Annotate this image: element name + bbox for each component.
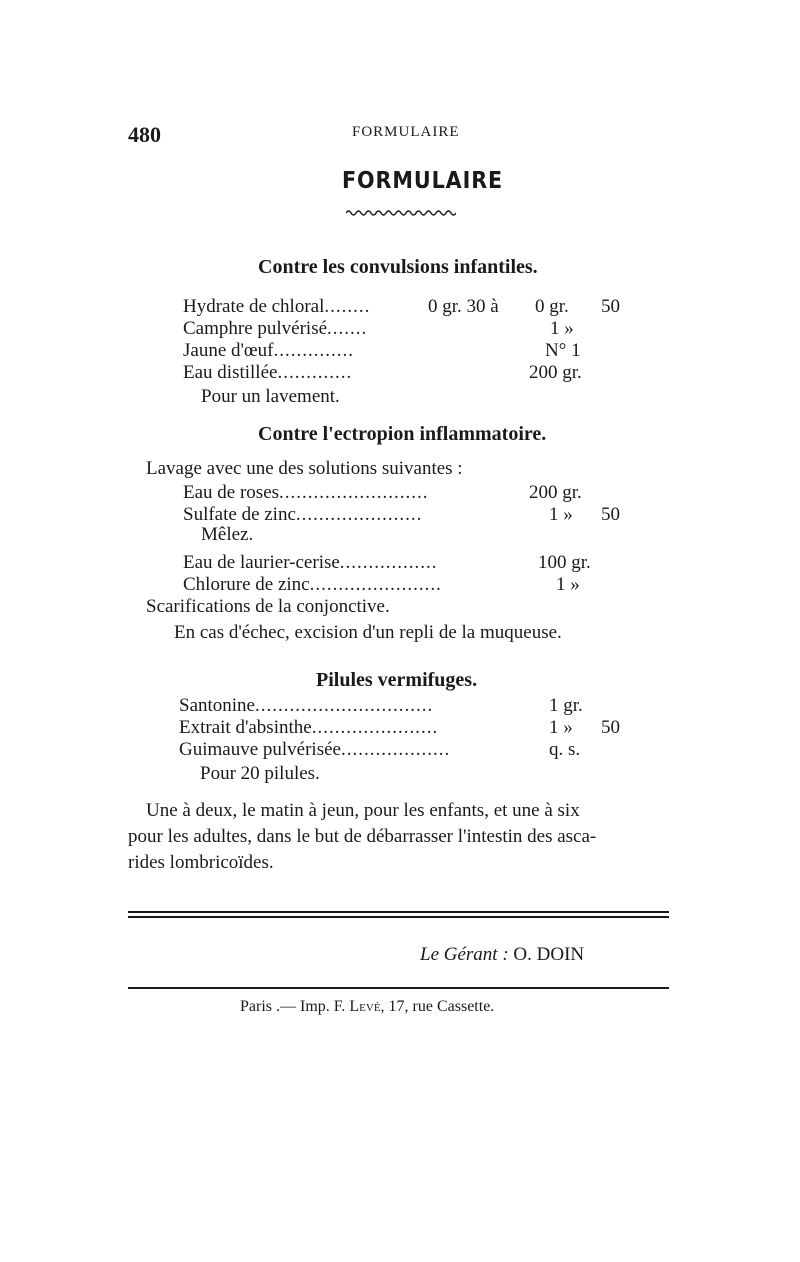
ingredient-quantity-extra: 50 <box>601 296 620 317</box>
ingredient-quantity: N° 1 <box>545 340 581 361</box>
ingredient-label: Eau de roses.......................... <box>183 482 429 503</box>
footer-rule <box>128 987 669 989</box>
section-title-pilules: Pilules vermifuges. <box>316 669 478 691</box>
ingredient-quantity: q. s. <box>549 739 581 760</box>
ingredient-quantity-extra: 50 <box>601 717 620 738</box>
ingredient-label: Hydrate de chloral........ <box>183 296 371 317</box>
section-title-ectropion: Contre l'ectropion inflammatoire. <box>258 423 547 445</box>
paragraph-line: pour les adultes, dans le but de débarrasser l'intestin des asca- <box>128 826 597 847</box>
ingredient-quantity-extra: 50 <box>601 504 620 525</box>
ingredient-label: Extrait d'absinthe...................... <box>179 717 439 738</box>
ingredient-range: 0 gr. 30 à <box>428 296 499 317</box>
ingredient-label: Guimauve pulvérisée................... <box>179 739 451 760</box>
ingredient-label: Sulfate de zinc...................... <box>183 504 423 525</box>
ingredient-label: Eau distillée............. <box>183 362 353 383</box>
ingredient-label: Jaune d'œuf.............. <box>183 340 354 361</box>
ingredient-label: Chlorure de zinc....................... <box>183 574 442 595</box>
paragraph-line: rides lombricoïdes. <box>128 852 274 873</box>
divider-rule <box>128 911 669 913</box>
paragraph-line: En cas d'échec, excision d'un repli de la muqueuse. <box>174 622 562 643</box>
imprint-line: Paris .— Imp. F. Levé, 17, rue Cassette. <box>240 998 495 1015</box>
intro-text: Lavage avec une des solutions suivantes : <box>146 458 463 479</box>
ingredient-label: Eau de laurier-cerise................. <box>183 552 438 573</box>
note: Pour un lavement. <box>201 386 340 407</box>
ingredient-quantity: 1 » <box>549 504 573 525</box>
section-title-convulsions: Contre les convulsions infantiles. <box>258 256 538 278</box>
ingredient-label: Camphre pulvérisé....... <box>183 318 368 339</box>
ingredient-quantity: 1 » <box>549 717 573 738</box>
ingredient-quantity: 200 gr. <box>529 482 582 503</box>
ingredient-quantity: 0 gr. <box>535 296 569 317</box>
note: Pour 20 pilules. <box>200 763 320 784</box>
paragraph-line: Une à deux, le matin à jeun, pour les enfants, et une à six <box>146 800 580 821</box>
running-title: FORMULAIRE <box>352 124 460 140</box>
page-number: 480 <box>128 122 161 147</box>
wavy-ornament <box>346 209 456 217</box>
divider-rule <box>128 916 669 918</box>
ingredient-quantity: 1 » <box>550 318 574 339</box>
ingredient-quantity: 1 » <box>556 574 580 595</box>
ingredient-quantity: 100 gr. <box>538 552 591 573</box>
instruction-melez: Mêlez. <box>201 524 254 545</box>
ingredient-quantity: 200 gr. <box>529 362 582 383</box>
ingredient-label: Santonine............................... <box>179 695 434 716</box>
page-title: FORMULAIRE <box>342 168 504 194</box>
ingredient-quantity: 1 gr. <box>549 695 583 716</box>
paragraph-line: Scarifications de la conjonctive. <box>146 596 390 617</box>
gerant-signature: Le Gérant : O. DOIN <box>420 944 585 965</box>
